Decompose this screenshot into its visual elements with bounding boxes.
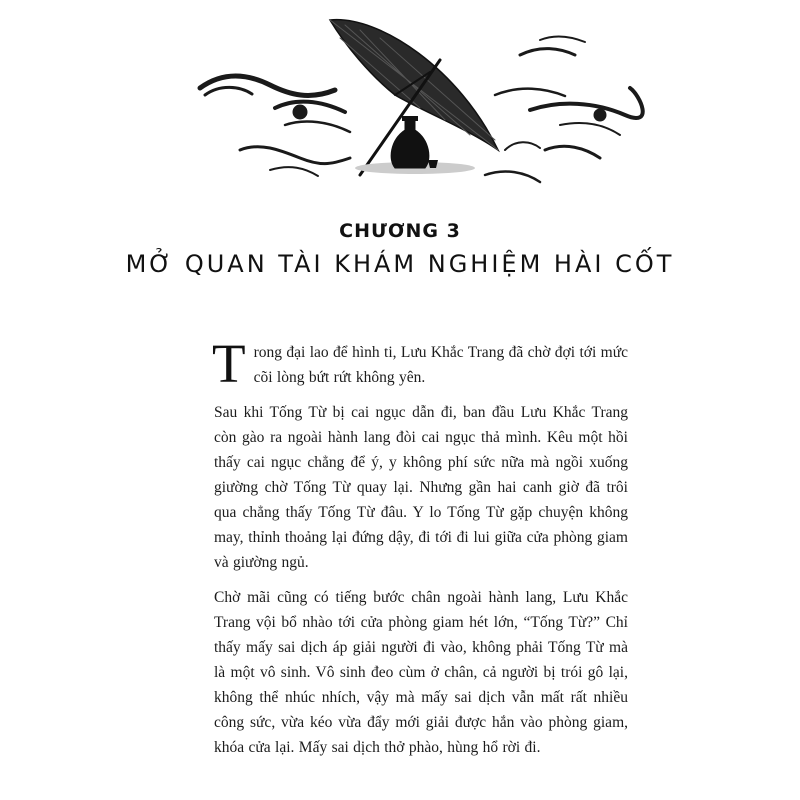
cloud-left-icon xyxy=(200,76,350,176)
cloud-right-icon xyxy=(485,36,643,182)
chapter-number: CHƯƠNG 3 xyxy=(339,220,461,242)
chapter-title: MỞ QUAN TÀI KHÁM NGHIỆM HÀI CỐT xyxy=(125,250,675,278)
chapter-illustration xyxy=(0,0,800,200)
drop-cap: T xyxy=(212,333,246,394)
paragraph-3: Chờ mãi cũng có tiếng bước chân ngoài hành lang, Lưu Khắc Trang vội bổ nhào tới cửa phòng giam hét lớn, “Tống Từ?” Chỉ thấy mấy sai dịch áp giải người đi vào, không phải Tống Từ mà là một vô sinh. Vô sinh đeo cùm ở chân, cả người bị trói gô lại, không thể nhúc nhích, vậy mà mấy sai dịch vẫn mất rất nhiều công sức, vừa kéo vừa đẩy mới giải được hắn vào phòng giam, khóa cửa lại. Mấy sai dịch thở phào, hùng hổ rời đi. xyxy=(214,589,628,756)
body-text xyxy=(212,333,628,760)
paragraph-1-text: rong đại lao để hình ti, Lưu Khắc Trang đã chờ đợi tới mức cõi lòng bứt rứt không yên. xyxy=(253,344,628,386)
paragraph-1 xyxy=(212,333,628,394)
paragraph-2: Sau khi Tống Từ bị cai ngục dẫn đi, ban đầu Lưu Khắc Trang còn gào ra ngoài hành lang đòi cai ngục thả mình. Kêu một hồi thấy cai ngục chẳng để ý, y không phí sức nữa mà ngồi xuống giường chờ Tống Từ quay lại. Nhưng gần hai canh giờ đã trôi qua chẳng thấy Tống Từ đâu. Y lo Tống Từ gặp chuyện không may, thỉnh thoảng lại đứng dậy, đi tới đi lui giữa cửa phòng giam và giường ngủ. xyxy=(214,404,628,571)
